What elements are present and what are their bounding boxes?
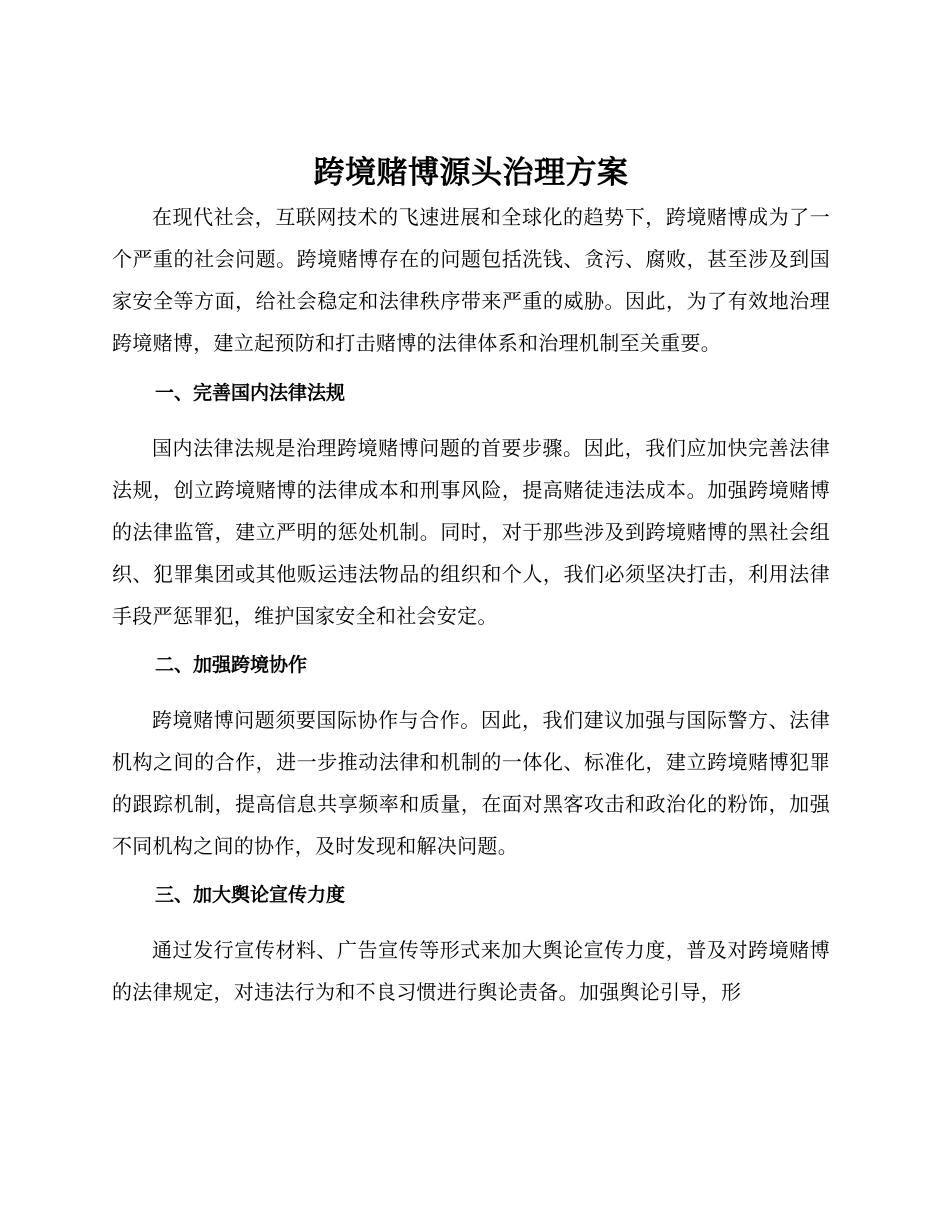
section-heading-3: 三、加大舆论宣传力度 xyxy=(155,884,346,906)
section-body-1: 国内法律法规是治理跨境赌博问题的首要步骤。因此，我们应加快完善法律法规，创立跨境赌博的法律成本和刑事风险，提高赌徒违法成本。加强跨境赌博的法律监管，建立严明的惩处机制。同时，对于那些涉及到跨境赌博的黑社会组织、犯罪集团或其他贩运违法物品的组织和个人，我们必须坚决打击，利用法律手段严惩罪犯，维护国家安全和社会安定。 xyxy=(112,436,830,628)
section-body-3: 通过发行宣传材料、广告宣传等形式来加大舆论宣传力度，普及对跨境赌博的法律规定，对违法行为和不良习惯进行舆论责备。加强舆论引导，形 xyxy=(112,938,830,1004)
section-heading-2: 二、加强跨境协作 xyxy=(155,654,308,676)
page-title: 跨境赌博源头治理方案 xyxy=(313,155,629,191)
section-body-2: 跨境赌博问题须要国际协作与合作。因此，我们建议加强与国际警方、法律机构之间的合作，进一步推动法律和机制的一体化、标准化，建立跨境赌博犯罪的跟踪机制，提高信息共享频率和质量，在面对黑客攻击和政治化的粉饰，加强不同机构之间的协作，及时发现和解决问题。 xyxy=(112,708,830,858)
section-heading-1: 一、完善国内法律法规 xyxy=(155,382,346,404)
document-content xyxy=(112,150,830,1013)
intro-paragraph: 在现代社会，互联网技术的飞速进展和全球化的趋势下，跨境赌博成为了一个严重的社会问题。跨境赌博存在的问题包括洗钱、贪污、腐败，甚至涉及到国家安全等方面，给社会稳定和法律秩序带来严重的威胁。因此，为了有效地治理跨境赌博，建立起预防和打击赌博的法律体系和治理机制至关重要。 xyxy=(112,205,830,355)
